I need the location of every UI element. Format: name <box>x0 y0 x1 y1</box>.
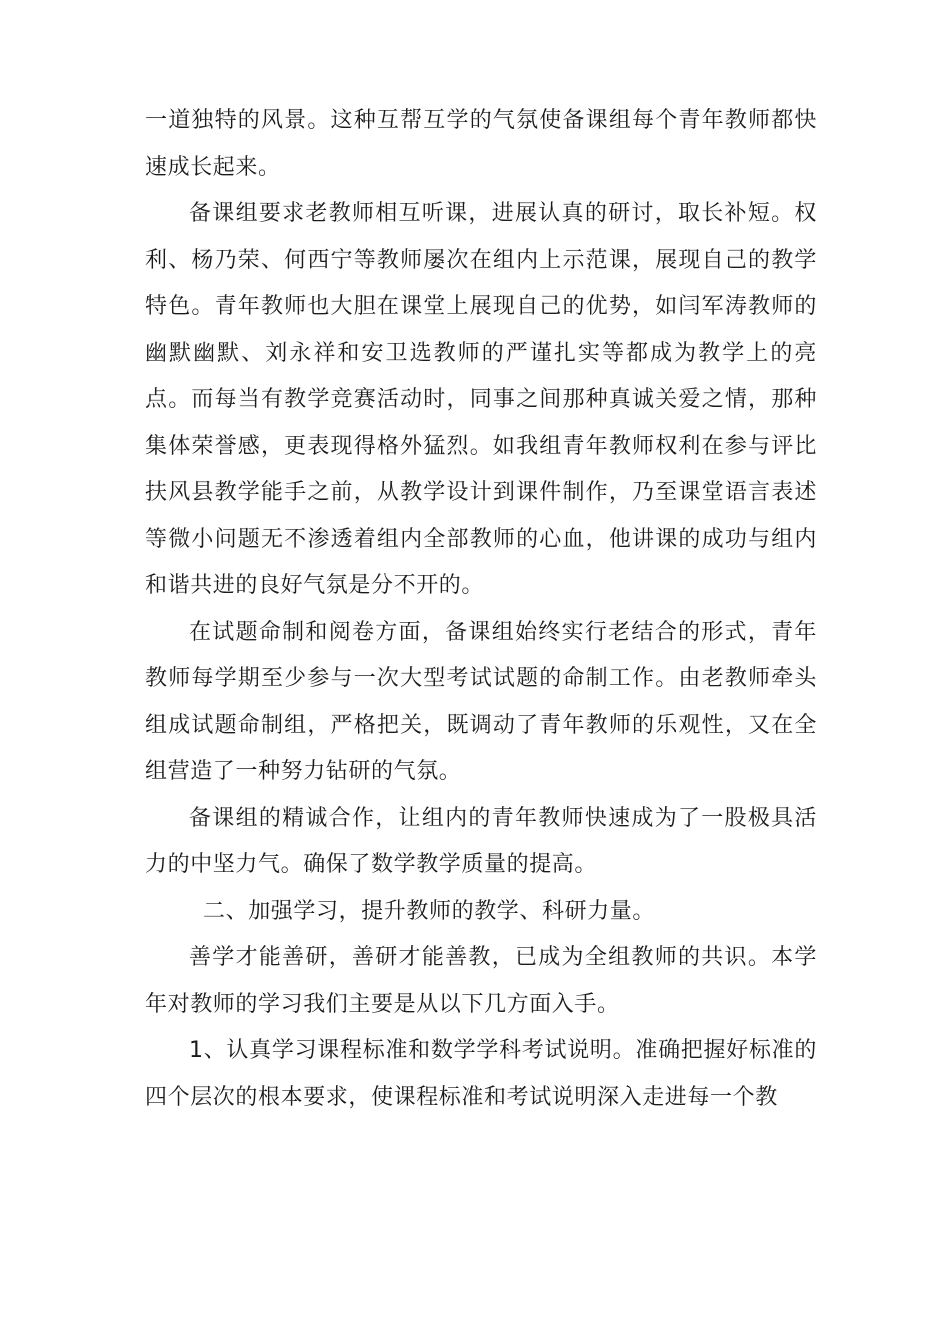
paragraph-cooperation: 备课组的精诚合作，让组内的青年教师快速成为了一股极具活力的中坚力气。确保了数学教学质量的提高。 <box>145 805 817 877</box>
paragraph-learning-intro: 善学才能善研，善研才能善教，已成为全组教师的共识。本学年对教师的学习我们主要是从以下几方面入手。 <box>145 945 817 1017</box>
paragraph-exam-design: 在试题命制和阅卷方面，备课组始终实行老结合的形式，青年教师每学期至少参与一次大型考试试题的命制工作。由老教师牵头组成试题命制组，严格把关，既调动了青年教师的乐观性，又在全组营造了一种努力钻研的气氛。 <box>145 619 817 784</box>
paragraph-continuation: 一道独特的风景。这种互帮互学的气氛使备课组每个青年教师都快速成长起来。 <box>145 108 817 180</box>
document-body <box>145 98 817 1121</box>
paragraph-curriculum-standards: 1、认真学习课程标准和数学学科考试说明。准确把握好标准的四个层次的根本要求，使课程标准和考试说明深入走进每一个教 <box>145 1038 817 1110</box>
paragraph-peer-observation: 备课组要求老教师相互听课，进展认真的研讨，取长补短。权利、杨乃荣、何西宁等教师屡次在组内上示范课，展现自己的教学特色。青年教师也大胆在课堂上展现自己的优势，如闫军涛教师的幽默幽默、刘永祥和安卫选教师的严谨扎实等都成为教学上的亮点。而每当有教学竞赛活动时，同事之间那种真诚关爱之情，那种集体荣誉感，更表现得格外猛烈。如我组青年教师权利在参与评比扶风县教学能手之前，从教学设计到课件制作，乃至课堂语言表述等微小问题无不渗透着组内全部教师的心血，他讲课的成功与组内和谐共进的良好气氛是分不开的。 <box>145 201 817 598</box>
section-heading-learning: 二、加强学习，提升教师的教学、科研力量。 <box>203 898 656 924</box>
